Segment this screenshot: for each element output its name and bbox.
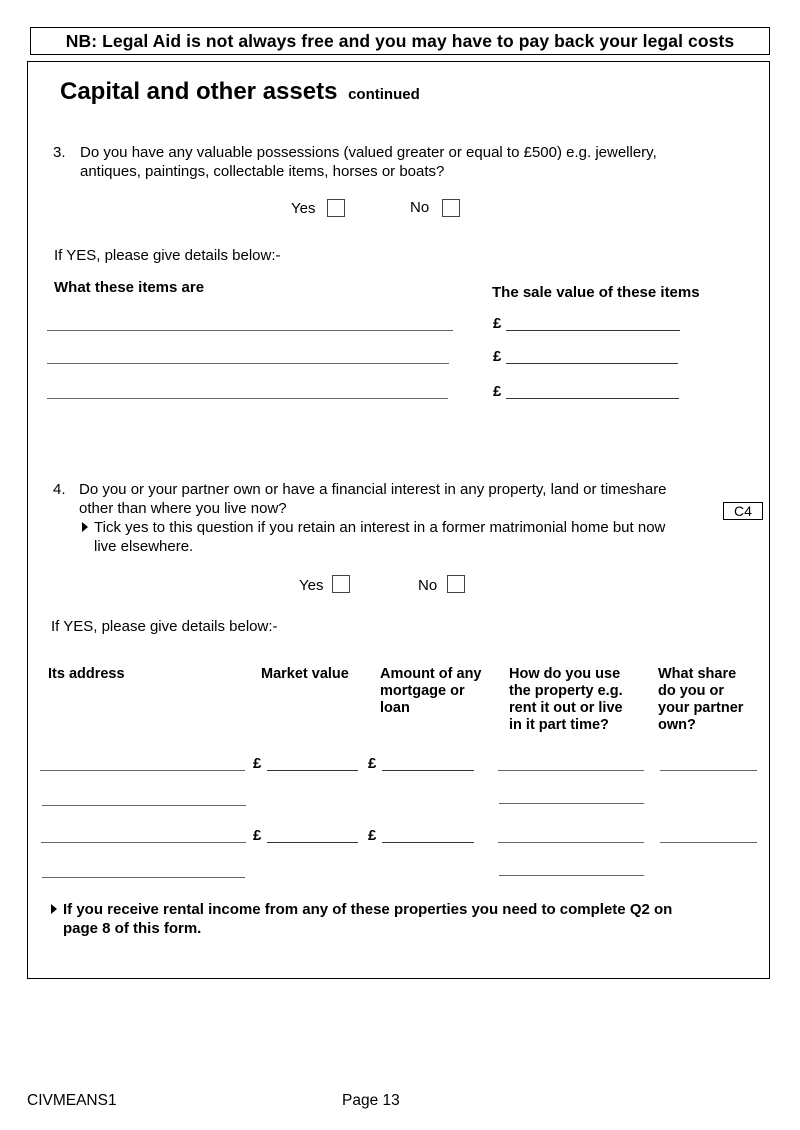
q3-value-currency-3: £: [493, 383, 502, 400]
q4-use-field-1a[interactable]: [498, 770, 644, 771]
q4-share-header-line: do you or: [658, 683, 725, 699]
rental-income-note-line2: page 8 of this form.: [63, 920, 202, 937]
q4-use-column-header: [509, 666, 623, 734]
section-title-text: Capital and other assets: [60, 78, 338, 105]
q3-item-field-3[interactable]: [47, 398, 448, 399]
rental-income-note-line1: If you receive rental income from any of these properties you need to complete Q2 on: [63, 901, 673, 918]
q3-no-label: No: [410, 199, 430, 216]
q4-no-label: No: [418, 577, 438, 594]
q4-market-currency-2: £: [253, 827, 262, 844]
q4-share-header-line: own?: [658, 717, 696, 733]
q4-share-column-header: [658, 666, 743, 734]
q4-use-field-2a[interactable]: [498, 842, 644, 843]
q3-if-yes-instruction: If YES, please give details below:-: [54, 247, 281, 264]
q4-share-header-line: What share: [658, 666, 737, 682]
q3-value-currency-2: £: [493, 348, 502, 365]
q3-value-field-2[interactable]: [506, 363, 678, 364]
q3-yes-label: Yes: [291, 200, 316, 217]
q3-value-currency-1: £: [493, 315, 502, 332]
q4-yes-checkbox[interactable]: [332, 575, 350, 593]
q3-text-line1: Do you have any valuable possessions (valued greater or equal to £500) e.g. jewellery,: [80, 144, 657, 161]
q3-no-checkbox[interactable]: [442, 199, 460, 217]
q4-mortgage-header-line: Amount of any: [380, 666, 482, 682]
q4-use-field-1b[interactable]: [499, 803, 644, 804]
q4-use-field-2b[interactable]: [499, 875, 644, 876]
q4-mortgage-field-1[interactable]: [382, 770, 474, 771]
q4-note-line1: Tick yes to this question if you retain an interest in a former matrimonial home but now: [94, 519, 666, 536]
q4-code-box: [723, 502, 763, 520]
q4-use-header-line: in it part time?: [509, 717, 609, 733]
q3-value-field-1[interactable]: [506, 330, 680, 331]
q4-share-field-2[interactable]: [660, 842, 757, 843]
q4-market-value-field-2[interactable]: [267, 842, 358, 843]
q4-yes-label: Yes: [299, 577, 324, 594]
q3-value-field-3[interactable]: [506, 398, 679, 399]
section-continued-label: continued: [348, 86, 420, 103]
q3-text-line2: antiques, paintings, collectable items, horses or boats?: [80, 163, 445, 180]
q4-use-header-line: the property e.g.: [509, 683, 623, 699]
q4-address-column-header: Its address: [48, 666, 125, 682]
q4-use-header-line: How do you use: [509, 666, 621, 682]
q4-use-header-line: rent it out or live: [509, 700, 623, 716]
legal-aid-notice-banner: [30, 27, 770, 55]
q4-share-header-line: your partner: [658, 700, 744, 716]
q4-mortgage-column-header: [380, 666, 482, 717]
q4-market-value-column-header: Market value: [261, 666, 349, 682]
q3-item-field-1[interactable]: [47, 330, 453, 331]
q4-number: 4.: [53, 481, 66, 498]
q4-market-value-field-1[interactable]: [267, 770, 358, 771]
form-code: CIVMEANS1: [27, 1092, 117, 1109]
q4-market-currency-1: £: [253, 755, 262, 772]
q3-number: 3.: [53, 144, 66, 161]
q4-address-field-2b[interactable]: [42, 877, 245, 878]
q4-text-line2: other than where you live now?: [79, 500, 287, 517]
q4-share-field-1[interactable]: [660, 770, 757, 771]
pointer-arrow-icon: [51, 904, 57, 914]
q4-mortgage-currency-1: £: [368, 755, 377, 772]
q3-value-column-header: The sale value of these items: [492, 284, 700, 301]
q3-item-field-2[interactable]: [47, 363, 449, 364]
q3-yes-checkbox[interactable]: [327, 199, 345, 217]
q4-address-field-2a[interactable]: [41, 842, 246, 843]
q3-items-column-header: What these items are: [54, 279, 205, 296]
q4-mortgage-field-2[interactable]: [382, 842, 474, 843]
q4-note-line2: live elsewhere.: [94, 538, 194, 555]
section-title: [60, 78, 420, 106]
q4-mortgage-currency-2: £: [368, 827, 377, 844]
q4-mortgage-header-line: loan: [380, 700, 410, 716]
page-number: Page 13: [342, 1092, 400, 1109]
q4-address-field-1a[interactable]: [40, 770, 245, 771]
legal-aid-notice-text: NB: Legal Aid is not always free and you may have to pay back your legal costs: [65, 30, 735, 51]
q4-address-field-1b[interactable]: [42, 805, 246, 806]
pointer-arrow-icon: [82, 522, 88, 532]
q4-if-yes-instruction: If YES, please give details below:-: [51, 618, 278, 635]
q4-mortgage-header-line: mortgage or: [380, 683, 465, 699]
q4-no-checkbox[interactable]: [447, 575, 465, 593]
q4-text-line1: Do you or your partner own or have a financial interest in any property, land or timeshare: [79, 481, 667, 498]
q4-code: C4: [734, 503, 752, 519]
